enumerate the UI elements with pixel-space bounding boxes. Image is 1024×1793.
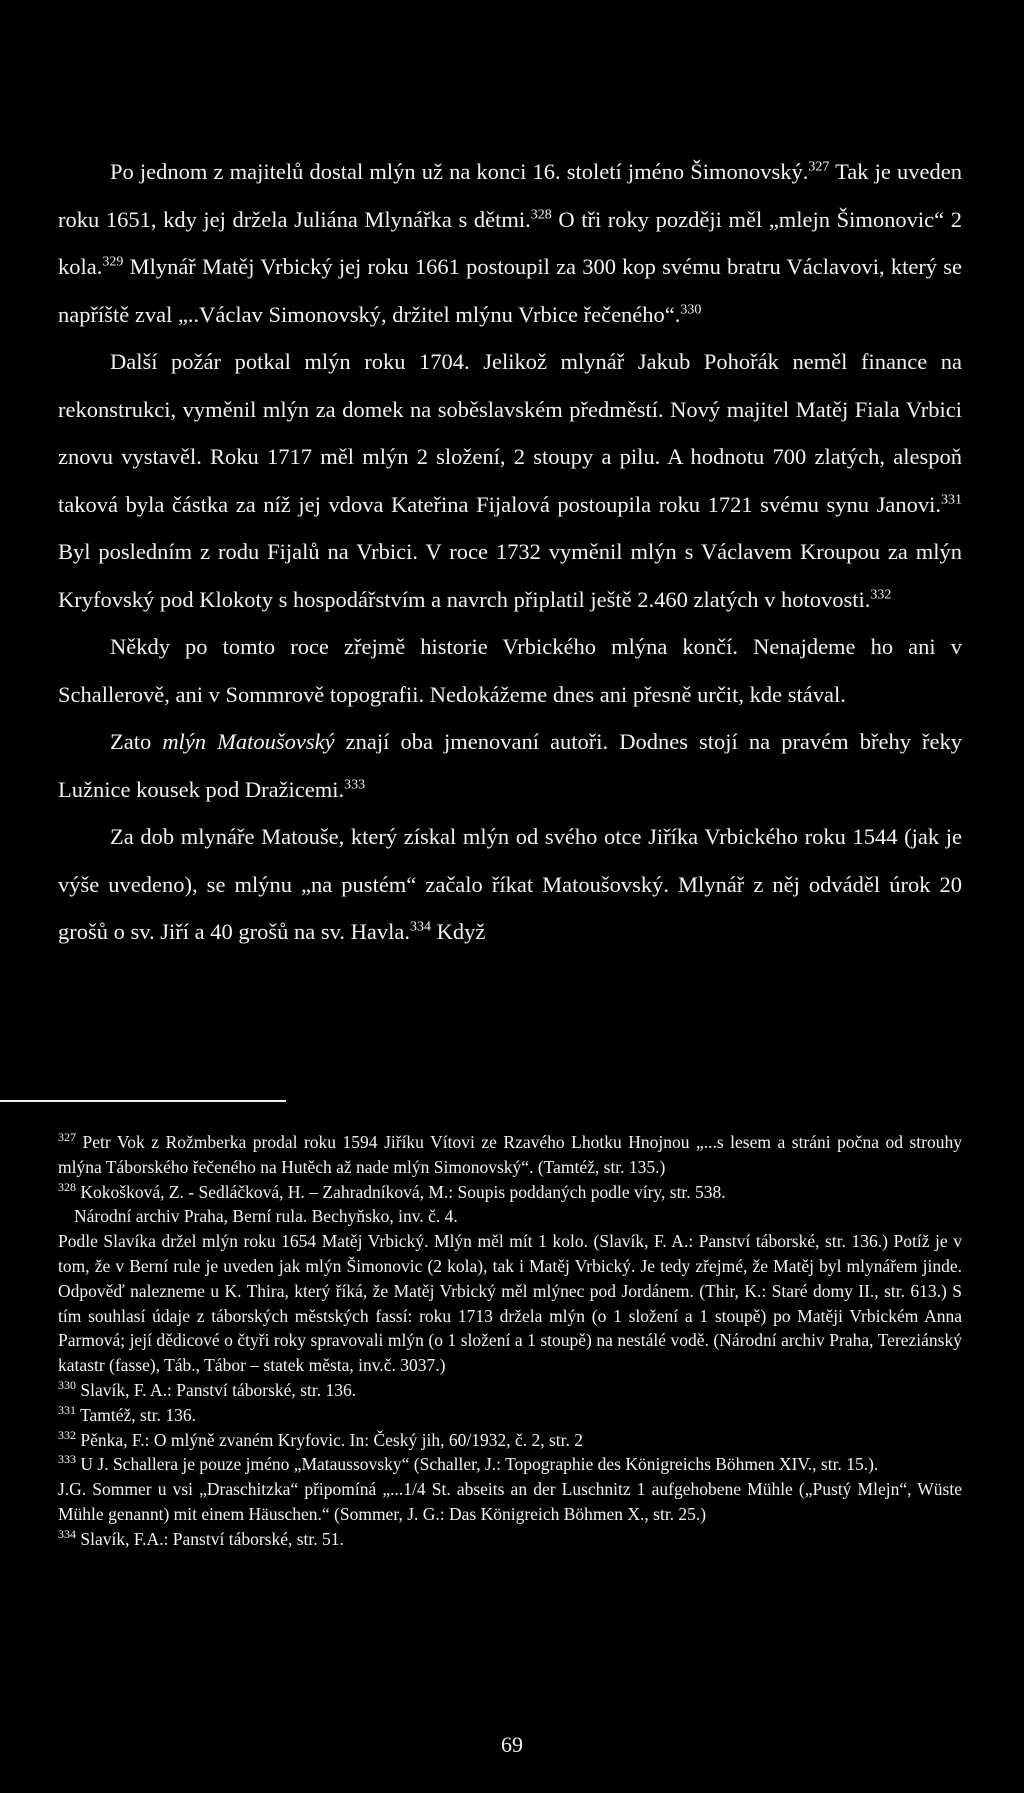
- footnote-ref: 327: [58, 1130, 76, 1145]
- paragraph: [58, 338, 962, 623]
- text-run: Tamtéž, str. 136.: [76, 1404, 196, 1425]
- footnote: [58, 1527, 962, 1552]
- footnote-ref: 331: [58, 1402, 76, 1417]
- text-run: Někdy po tomto roce zřejmě historie Vrbického mlýna končí. Nenajdeme ho ani v Schallerově, ani v Sommrově topografii. Nedokážeme dnes ani přesně určit, kde stával.: [58, 634, 962, 707]
- body-text: [58, 148, 962, 956]
- text-run: Slavík, F.A.: Panství táborské, str. 51.: [76, 1528, 344, 1549]
- paragraph: [58, 718, 962, 813]
- paragraph: [58, 813, 962, 956]
- text-run: O tři roky později měl „mlejn Šimonovic“ 2 kola.: [58, 206, 962, 279]
- emphasis-text: mlýn Matoušovský: [162, 729, 335, 754]
- text-run: U J. Schallera je pouze jméno „Mataussovsky“ (Schaller, J.: Topographie des Königreichs Böhmen XIV., str. 15.).: [76, 1454, 879, 1475]
- footnote: [58, 1229, 962, 1378]
- footnote-ref: 334: [410, 919, 432, 935]
- paragraph: [58, 148, 962, 338]
- text-run: Slavík, F. A.: Panství táborské, str. 136.: [76, 1379, 357, 1400]
- footnote-ref: 328: [530, 207, 552, 222]
- text-run: Tak je uveden roku 1651, kdy jej držela Juliána Mlynářka s dětmi.: [58, 159, 963, 232]
- footnote-continuation: [58, 1477, 962, 1527]
- text-run: Mlynář Matěj Vrbický jej roku 1661 postoupil za 300 kop svému bratru Václavovi, který se napříště zval „..Václav Simonovský, držitel mlýnu Vrbice řečeného“.: [58, 254, 962, 327]
- footnote-ref: 331: [941, 492, 962, 507]
- footnotes: [58, 1130, 962, 1552]
- footnote: [58, 1403, 962, 1428]
- footnote-ref: 330: [680, 302, 702, 317]
- footnote-ref: 329: [102, 254, 124, 270]
- footnote: [58, 1378, 962, 1403]
- footnote-ref: 333: [344, 777, 366, 792]
- text-run: J.G. Sommer u vsi „Draschitzka“ připomíná „...1/4 St. abseits an der Luschnitz 1 aufgehobene Mühle („Pustý Mlejn“, Wüste Mühle genannt) mit einem Häuschen.“ (Sommer, J. G.: Das Königreich Böhmen X., str. 25.): [58, 1479, 962, 1524]
- text-run: Národní archiv Praha, Berní rula. Bechyňsko, inv. č. 4.: [74, 1206, 458, 1227]
- footnote-continuation: [58, 1204, 962, 1229]
- footnote: [58, 1452, 962, 1477]
- footnote-separator: [0, 1100, 286, 1102]
- footnote: [58, 1428, 962, 1453]
- text-run: Byl posledním z rodu Fijalů na Vrbici. V roce 1732 vyměnil mlýn s Václavem Kroupou za mlýn Kryfovský pod Klokoty s hospodářstvím a navrch připlatil ještě 2.460 zlatých v hotovosti.: [58, 539, 962, 612]
- text-run: Za dob mlynáře Matouše, který získal mlýn od svého otce Jiříka Vrbického roku 1544 (jak je výše uvedeno), se mlýnu „na pustém“ začalo říkat Matoušovský. Mlynář z něj odváděl úrok 20 grošů o sv. Jiří a 40 grošů na sv. Havla.: [58, 824, 962, 944]
- footnote-ref: 333: [58, 1452, 76, 1467]
- footnote-ref: 332: [870, 587, 892, 602]
- footnote: [58, 1180, 962, 1205]
- text-run: Zato: [110, 729, 163, 754]
- footnote-ref: 334: [58, 1526, 76, 1541]
- page-number: 69: [501, 1732, 523, 1757]
- text-run: Podle Slavíka držel mlýn roku 1654 Matěj Vrbický. Mlýn měl mít 1 kolo. (Slavík, F. A.: Panství táborské, str. 136.) Potíž je v tom, že v Berní rule je uveden jak mlýn Šimonovic (2 kola), tak i Matěj Vrbický. Je tedy zřejmé, že Matěj byl mlynářem jinde. Odpověď nalezneme u K. Thira, který říká, že Matěj Vrbický měl mlýnec pod Jordánem. (Thir, K.: Staré domy II., str. 613.) S tím souhlasí údaje z táborských městských fassí: roku 1713 držela mlýn (o 1 složení a 1 stoupě) po Matěji Vrbickém Anna Parmová; její dědicové o čtyři roky spravovali mlýn (o 1 složení a 1 stoupě) na nestálé vodě. (Národní archiv Praha, Tereziánský katastr (fasse), Táb., Tábor – statek města, inv.č. 3037.): [58, 1231, 962, 1376]
- footnote-ref: 330: [58, 1378, 76, 1393]
- text-run: Další požár potkal mlýn roku 1704. Jelikož mlynář Jakub Pohořák neměl finance na rekonstrukci, vyměnil mlýn za domek na soběslavském předměstí. Nový majitel Matěj Fiala Vrbici znovu vystavěl. Roku 1717 měl mlýn 2 složení, 2 stoupy a pilu. A hodnotu 700 zlatých, alespoň taková byla částka za níž jej vdova Kateřina Fijalová postoupila roku 1721 svému synu Janovi.: [58, 349, 962, 517]
- text-run: Když: [431, 919, 486, 944]
- footnote-ref: 328: [58, 1179, 76, 1194]
- text-run: Petr Vok z Rožmberka prodal roku 1594 Jiříku Vítovi ze Rzavého Lhotku Hnojnou „...s lesem a stráni počna od strouhy mlýna Táborského řečeného na Hutěch až nade mlýn Simonovský“. (Tamtéž, str. 135.): [58, 1132, 962, 1177]
- footnote-ref: 327: [808, 159, 830, 175]
- text-run: Pěnka, F.: O mlýně zvaném Kryfovic. In: Český jih, 60/1932, č. 2, str. 2: [76, 1429, 584, 1450]
- text-run: Po jednom z majitelů dostal mlýn už na konci 16. století jméno Šimonovský.: [110, 159, 809, 184]
- footnote: [58, 1130, 962, 1180]
- text-run: Kokošková, Z. - Sedláčková, H. – Zahradníková, M.: Soupis poddaných podle víry, str. 538.: [76, 1181, 726, 1202]
- footnote-ref: 332: [58, 1427, 76, 1442]
- text-run: znají oba jmenovaní autoři. Dodnes stojí na pravém břehy řeky Lužnice kousek pod Dražicemi.: [58, 729, 963, 802]
- paragraph: [58, 623, 962, 718]
